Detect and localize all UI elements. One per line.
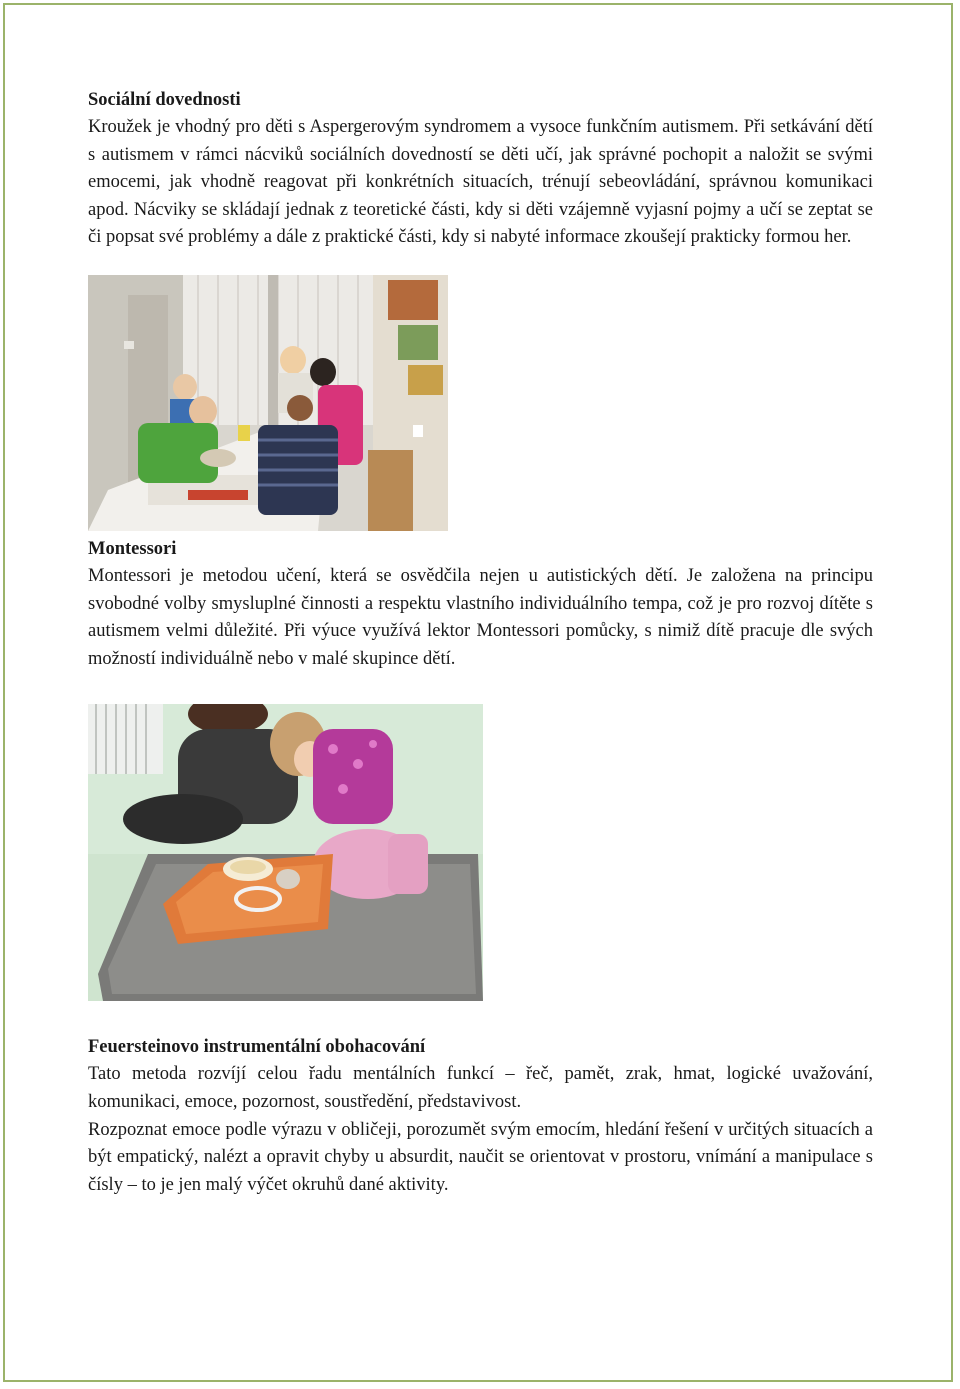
document-content — [88, 86, 873, 1199]
section-montessori — [88, 535, 873, 673]
section-heading: Montessori — [88, 538, 177, 559]
section-paragraph: Kroužek je vhodný pro děti s Aspergerovým syndromem a vysoce funkčním autismem. Při setkávání dětí s autismem v rámci nácviků sociálních dovedností se děti učí, jak správné pochopit a naložit se svými emocemi, jak vhodně reagovat při konkrétních situacích, trénují sebeovládání, správnou komunikaci apod. Nácviky se skládají jednak z teoretické části, kdy si děti vzájemně vyjasní pojmy a učí se zeptat se či popsat své problémy a dále z praktické části, kdy si nabyté informace zkoušejí prakticky formou her. — [88, 117, 873, 248]
section-paragraph: Tato metoda rozvíjí celou řadu mentálních funkcí – řeč, pamět, zrak, hmat, logické uvažování, komunikaci, emoce, pozornost, soustředění, představivost. — [88, 1064, 873, 1112]
section-paragraph: Montessori je metodou učení, která se osvědčila nejen u autistických dětí. Je založena na principu svobodné volby smysluplné činnosti a respektu vlastního individuálního tempa, což je pro rozvoj dítěte s autismem velmi důležité. Při výuce využívá lektor Montessori pomůcky, s nimiž dítě pracuje dle svých možností individuálně nebo v malé skupince dětí. — [88, 565, 873, 669]
section-social-skills — [88, 86, 873, 252]
photo-children-at-table — [88, 275, 448, 531]
section-paragraph: Rozpoznat emoce podle výrazu v obličeji, porozumět svým emocím, hledání řešení v určitých situacích a být empatický, nalézt a opravit chyby u absurdit, naučit se orientovat v prostoru, vnímání a manipulace s čísly – to je jen malý výčet okruhů dané aktivity. — [88, 1119, 873, 1195]
section-feuerstein — [88, 1033, 873, 1199]
photo-girl-montessori-tray — [88, 704, 483, 1001]
section-heading: Feuersteinovo instrumentální obohacování — [88, 1037, 426, 1058]
section-heading: Sociální dovednosti — [88, 90, 241, 110]
